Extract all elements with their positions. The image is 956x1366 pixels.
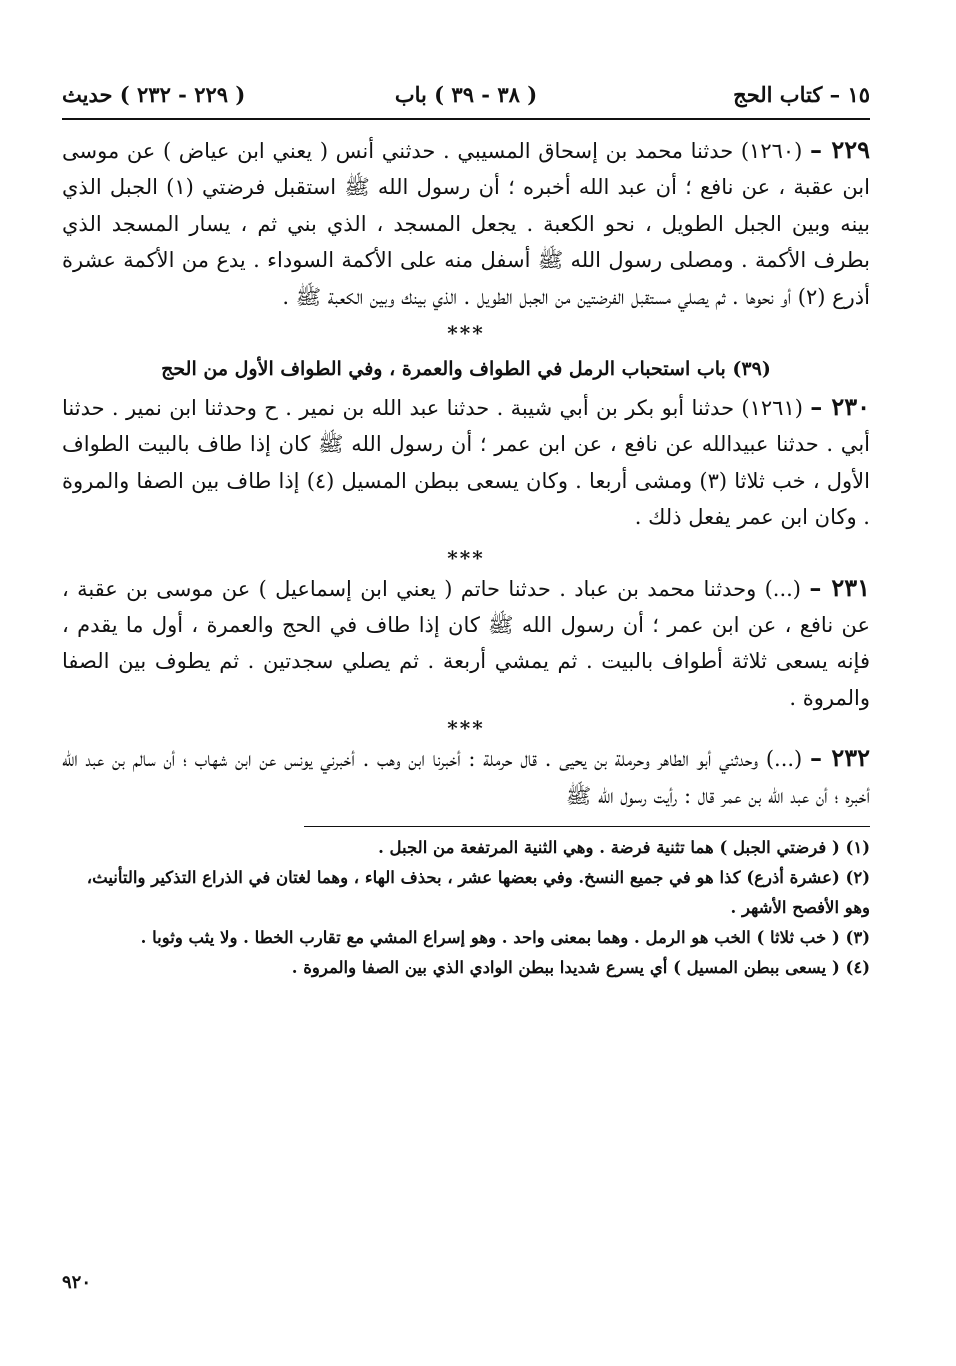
hadith-231 [62, 570, 870, 717]
hadith-text: (١٢٦١) حدثنا أبو بكر بن أبي شيبة . حدثنا عبد الله بن نمير . ح وحدثنا ابن نمير . حدثنا أبي . حدثنا عبيدالله عن نافع ، عن ابن عمر ؛ أن رسول الله ﷺ كان إذا طاف بالبيت الطواف الأول ، خب ثلاثا (٣) ومشى أربعا . وكان يسعى ببطن المسيل (٤) إذا طاف بين الصفا والمروة . وكان ابن عمر يفعل ذلك . [62, 396, 870, 530]
book-page [62, 78, 870, 1366]
hadith-number: ٢٣٢ – [809, 743, 871, 773]
footnote-2: (٢) (عشرة أذرع) كذا هو في جميع النسخ. وفي بعضها عشر ، بحذف الهاء ، وهما لغتان في الذراع التذكير والتأنيث، وهو الأفصح الأشهر . [86, 868, 870, 918]
hadith-232 [62, 740, 870, 814]
hadith-text: (...) وحدثني أبو الطاهر وحرملة بن يحيى . قال حرملة : أخبرنا ابن وهب . أخبرني يونس عن ابن شهاب ؛ أن سالم بن عبد الله أخبره ؛ أن عبد الله بن عمر قال : رأيت رسول الله ﷺ [62, 747, 870, 808]
hadith-range: ( ٢٢٩ - ٢٣٢ ) حديث [62, 82, 246, 107]
hadith-229 [62, 132, 870, 315]
hadith-230 [62, 389, 870, 536]
footnote-1: (١) ( فرضتي الجبل ) هما تثنية فرضة . وهي الثنية المرتفعة من الجبل . [378, 838, 870, 858]
hadith-text: (١٢٦٠) حدثنا محمد بن إسحاق المسيبي . حدثني أنس ( يعني ابن عياض ) عن موسى ابن عقبة ، عن نافع ؛ أن عبد الله أخبره ؛ أن رسول الله ﷺ استقبل فرضتي (١) الجبل الذي بينه وبين الجبل الطويل ، نحو الكعبة . يجعل المسجد ، الذي بني ثم ، يسار المسجد الذي بطرف الأكمة . ومصلى رسول الله ﷺ أسفل منه على الأكمة السوداء . يدع من الأكمة عشرة أذرع (٢) أو نحوها . ثم يصلي مستقبل الفرضتين من الجبل الطويل . الذي بينك وبين الكعبة ﷺ . [62, 139, 870, 309]
chapter-range: ( ٣٨ - ٣٩ ) باب [394, 82, 538, 107]
book-title: ١٥ – كتاب الحج [733, 82, 870, 107]
separator: *** [447, 545, 485, 570]
hadith-text: (...) وحدثنا محمد بن عباد . حدثنا حاتم ( يعني ابن إسماعيل ) عن موسى بن عقبة ، عن نافع ، عن ابن عمر ؛ أن رسول الله ﷺ كان إذا طاف في الحج والعمرة ، أول ما يقدم ، فإنه يسعى ثلاثة أطواف بالبيت . ثم يمشي أربعة . ثم يصلي سجدتين . ثم يطوف بين الصفا والمروة . [62, 576, 870, 710]
footnote-rule [304, 826, 870, 827]
separator: *** [447, 321, 485, 346]
chapter-title: (٣٩) باب استحباب الرمل في الطواف والعمرة ، وفي الطواف الأول من الحج [161, 358, 771, 381]
hadith-number: ٢٣١ – [809, 572, 871, 602]
footnotes [62, 833, 870, 983]
page-number: ٩٢٠ [62, 1272, 92, 1293]
running-head [62, 78, 870, 120]
footnote-3: (٣) ( خب ثلاثا ) الخب هو الرمل . وهما بمعنى واحد . وهو إسراع المشي مع تقارب الخطا . ولا يثب وثوبا . [140, 928, 870, 948]
footnote-4: (٤) ( يسعى ببطن المسيل ) أي يسرع شديدا ببطن الوادي الذي بين الصفا والمروة . [291, 958, 870, 978]
separator: *** [447, 716, 485, 741]
hadith-number: ٢٢٩ – [810, 135, 870, 164]
hadith-number: ٢٣٠ – [810, 392, 870, 422]
